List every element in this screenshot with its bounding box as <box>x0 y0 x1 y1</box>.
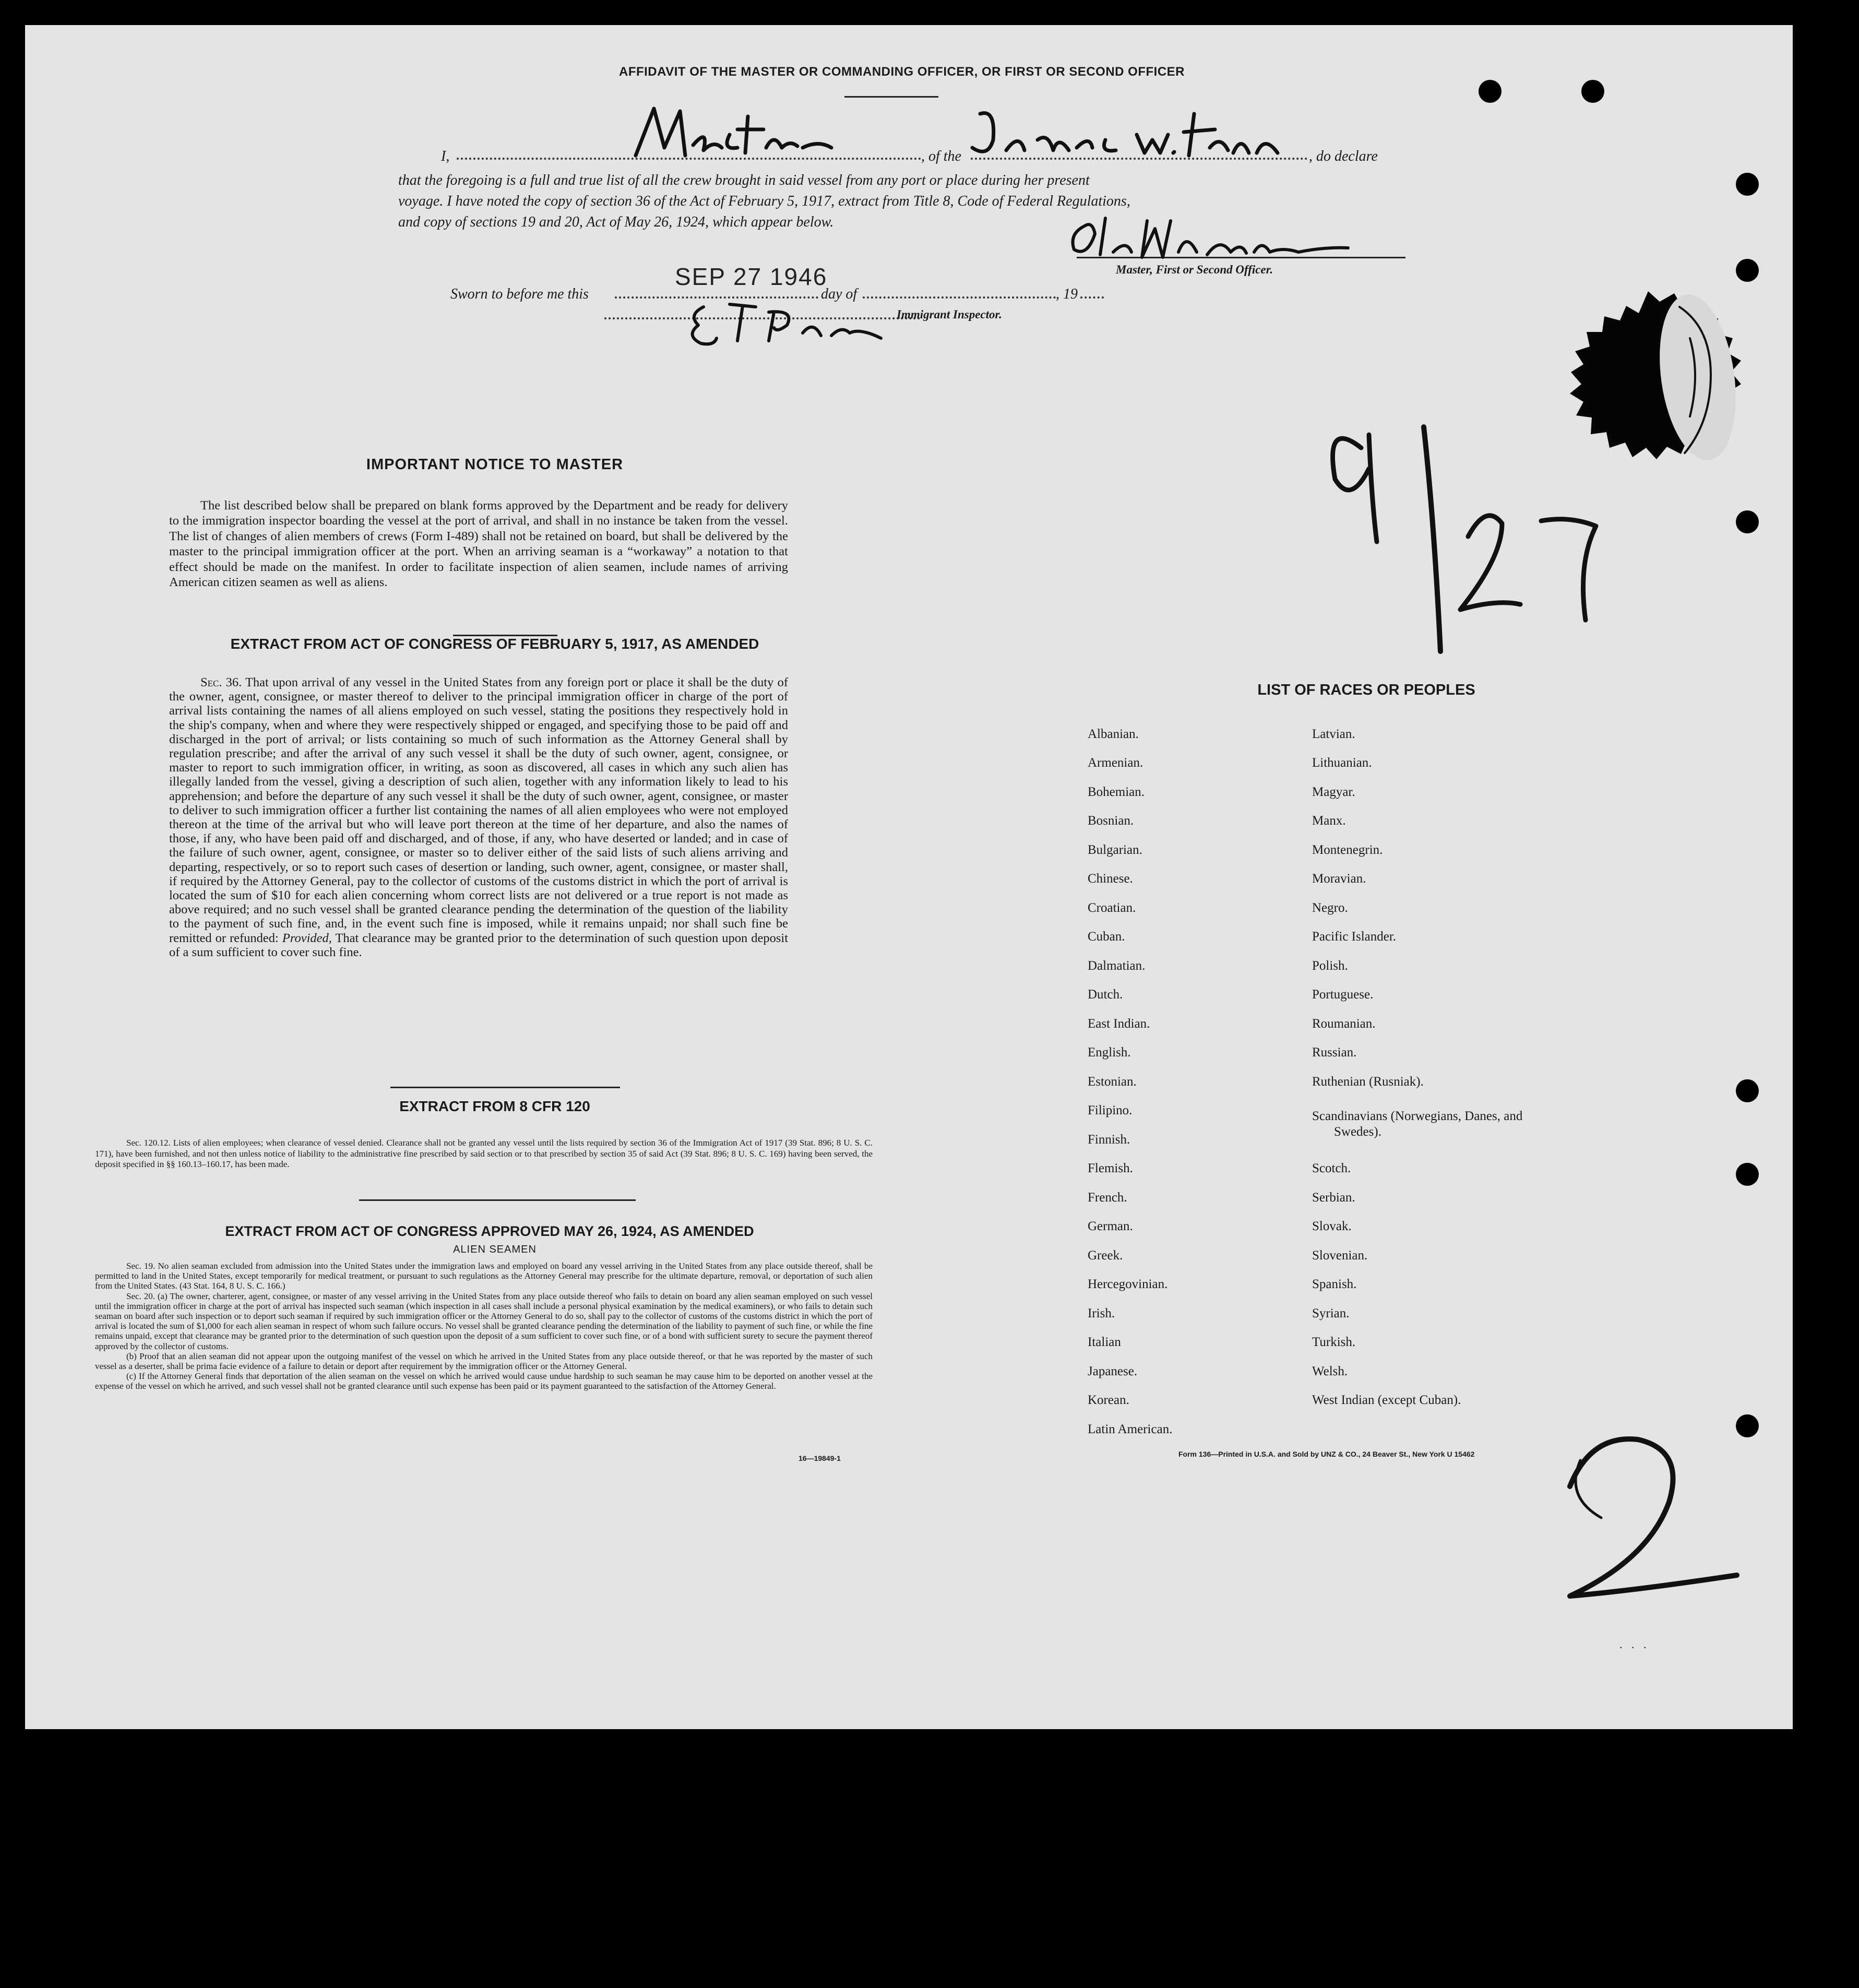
day-of-text: day of <box>821 286 857 302</box>
divider-2 <box>390 1087 620 1088</box>
extract-1924-title: EXTRACT FROM ACT OF CONGRESS APPROVED MAY 26, 1924, AS AMENDED <box>225 1223 754 1239</box>
race-item: Italian <box>1088 1335 1121 1349</box>
print-code: 16—19849-1 <box>799 1454 841 1462</box>
race-item: Syrian. <box>1312 1306 1350 1320</box>
form-printer-line: Form 136—Printed in U.S.A. and Sold by UNZ & CO., 24 Beaver St., New York U 15462 <box>1178 1450 1475 1458</box>
race-item: Japanese. <box>1088 1364 1138 1378</box>
affidavit-declare: , do declare <box>1309 148 1378 164</box>
sec-20a: Sec. 20. (a) The owner, charterer, agent, consignee, or master of any vessel arriving in the United States from any place outside thereof who fails to detain on board any alien seaman employed on such vessel until the immigration officer in charge at the port of arrival has inspected such seaman (which inspection in all cases shall include a personal physical examination by the medical examiners), or who fails to detain such seaman on board after such inspection or to deport such seaman if required by such immigration officer or the Attorney General to do so, shall pay to the collector of customs of the customs district in which the port of arrival is located the sum of $1,000 for each alien seaman in respect of whom such failure occurs. No vessel shall be granted clearance pending the determination of the liability to payment of such fine, or while the fine remains unpaid, except that clearance may be granted prior to the determination of such question upon the deposit of a sum sufficient to cover such fine, or of a bond with sufficient surety to secure the payment thereof approved by the collector of customs. <box>95 1291 873 1351</box>
handwritten-date-annotation <box>1304 390 1638 662</box>
race-item: Montenegrin. <box>1312 843 1383 857</box>
handwritten-inspector-signature <box>683 296 902 349</box>
race-item: Croatian. <box>1088 901 1136 915</box>
race-item: Moravian. <box>1312 872 1366 886</box>
race-item: Slovak. <box>1312 1219 1352 1233</box>
affidavit-title: AFFIDAVIT OF THE MASTER OR COMMANDING OFFICER, OR FIRST OR SECOND OFFICER <box>618 65 1185 79</box>
race-item: Korean. <box>1088 1393 1129 1407</box>
race-item: Dutch. <box>1088 987 1123 1002</box>
date-stamp: SEP 27 1946 <box>675 263 828 290</box>
sec-20b: (b) Proof that an alien seaman did not appear upon the outgoing manifest of the vessel on which he arrived in the United States from any place outside thereof, or that he was reported by the master of such vessel as a deserter, shall be prima facie evidence of a failure to detain or deport after requirement by the immigration officer or the Attorney General. <box>95 1351 873 1372</box>
race-item: Spanish. <box>1312 1277 1357 1291</box>
sec-36-tail: That clearance may be granted prior to the determination of such question upon deposit of a sum sufficient to cover such fine. <box>169 931 789 959</box>
race-item: Latvian. <box>1312 727 1355 741</box>
affidavit-line2: that the foregoing is a full and true list of all the crew brought in said vessel from any port or place during her present <box>398 172 1090 188</box>
race-item: Dalmatian. <box>1088 959 1146 973</box>
sec-36-text: That upon arrival of any vessel in the United States from any foreign port or place it shall be the duty of the owner, agent, consignee, or master thereof to deliver to the principal immigration officer in charge of the port of arrival lists containing the names of all aliens employed on such vessel, stating the positions they respectively hold in the ship's company, when and where they were respectively shipped or engaged, and specifying those to be paid off and discharged in the port of arrival; or lists containing so much of such information as the Attorney General shall by regulation prescribe; and after the arrival of any such vessel it shall be the duty of such owner, agent, consignee, or master to report to such immigration officer, in writing, as soon as discovered, all cases in which any such alien has illegally landed from the vessel, giving a description of such alien, together with any information likely to lead to his apprehension; and before the departure of any such vessel it shall be the duty of such owner, agent, consignee, or master to deliver to such immigration officer a further list containing the names of all alien employees who were not employed thereon at the time of the arrival but who will leave port thereon at the time of her departure, and also the names of those, if any, who have been paid off and discharged, and of those, if any, who have deserted or landed; and in case of the failure of such owner, agent, consignee, or master so to deliver either of the said lists of such aliens arriving and departing, respectively, or so to report such cases of desertion or landing, such owner, agent, consignee, or master shall, if required by the Attorney General, pay to the collector of customs of the customs district in which the port of arrival is located the sum of $10 for each alien concerning whom correct lists are not delivered or a true report is not made as above required; and no such vessel shall be granted clearance pending the determination of the question of the liability to the payment of such fine, and, in the event such fine is imposed, while it remains unpaid; nor shall such fine be remitted or refunded: <box>169 675 788 945</box>
race-item: Russian. <box>1312 1045 1357 1060</box>
race-item: Portuguese. <box>1312 987 1374 1002</box>
race-item: Scandinavians (Norwegians, Danes, and Swedes). <box>1312 1109 1523 1139</box>
race-item: Turkish. <box>1312 1335 1356 1349</box>
handwritten-page-number <box>1528 1424 1758 1622</box>
binder-hole-4 <box>1736 259 1759 282</box>
year-blank <box>1080 296 1104 299</box>
race-item: Slovenian. <box>1312 1248 1368 1263</box>
binder-hole-7 <box>1736 1163 1759 1186</box>
race-item: Finnish. <box>1088 1133 1130 1147</box>
race-item: Bohemian. <box>1088 785 1145 799</box>
race-item: Estonian. <box>1088 1075 1137 1089</box>
cfr-body: Sec. 120.12. Lists of alien employees; when clearance of vessel denied. Clearance shall not be granted any vessel until the lists required by section 36 of the Immigration Act of 1917 (39 Stat. 896; 8 U. S. C. 171), have been furnished, and not then unless notice of liability to the administrative fine prescribed by said section or to that prescribed by section 35 of said Act (39 Stat. 896; 8 U. S. C. 169) having been served, the deposit specified in §§ 160.13–160.17, has been made. <box>95 1138 873 1169</box>
divider-3 <box>359 1199 636 1201</box>
race-item: Serbian. <box>1312 1191 1355 1205</box>
race-item: Cuban. <box>1088 930 1125 944</box>
binder-hole-8 <box>1736 1414 1759 1437</box>
binder-hole-5 <box>1736 510 1759 533</box>
handwritten-master <box>625 98 844 171</box>
signer-caption: Master, First or Second Officer. <box>1116 263 1273 276</box>
race-item: Filipino. <box>1088 1103 1133 1117</box>
race-item: Bosnian. <box>1088 814 1134 828</box>
trailing-dots: . . . <box>1619 1638 1650 1651</box>
notice-body: The list described below shall be prepared on blank forms approved by the Department and be ready for delivery to the immigration inspector boarding the vessel at the port of arrival, and shall in no instance be taken from the vessel. The list of changes of alien members of crews (Form I-489) shall not be retained on board, but shall be delivered by the master to the principal immigration officer at the port. When an arriving seaman is a “workaway” a notation to that effect should be made on the manifest. In order to facilitate inspection of alien seamen, include names of arriving American citizen seamen as well as aliens. <box>169 498 788 590</box>
extract-1924-body <box>95 1261 873 1391</box>
race-item: Chinese. <box>1088 872 1133 886</box>
inspector-caption: Immigrant Inspector. <box>897 308 1002 321</box>
race-item: Ruthenian (Rusniak). <box>1312 1075 1424 1089</box>
extract-1917-body <box>169 675 788 959</box>
race-item: English. <box>1088 1045 1131 1060</box>
race-item: Negro. <box>1312 901 1348 915</box>
binder-hole-2 <box>1581 80 1604 103</box>
race-item: Armenian. <box>1088 756 1143 770</box>
sec-19: Sec. 19. No alien seaman excluded from admission into the United States under the immigration laws and employed on board any vessel arriving in the United States from any place outside thereof, shall be permitted to land in the United States, except temporarily for medical treatment, or pursuant to such regulations as the Attorney General may prescribe for the ultimate departure, removal, or deportation of such alien from the United States. (43 Stat. 164, 8 U. S. C. 166.) <box>95 1261 873 1291</box>
sec-36-label: Sec. 36. <box>200 675 242 689</box>
race-item: Bulgarian. <box>1088 843 1142 857</box>
affidavit-i: I, <box>441 148 450 164</box>
title-divider <box>844 96 938 98</box>
binder-hole-3 <box>1736 173 1759 196</box>
notice-title: IMPORTANT NOTICE TO MASTER <box>366 456 624 473</box>
document-page <box>25 25 1793 1729</box>
binder-hole-1 <box>1479 80 1502 103</box>
cfr-title: EXTRACT FROM 8 CFR 120 <box>399 1098 590 1114</box>
race-item: West Indian (except Cuban). <box>1312 1393 1461 1407</box>
race-item: Latin American. <box>1088 1422 1173 1436</box>
race-item: East Indian. <box>1088 1017 1150 1031</box>
binder-hole-6 <box>1736 1079 1759 1102</box>
race-item: Irish. <box>1088 1306 1115 1320</box>
race-item: Magyar. <box>1312 785 1355 799</box>
race-item: Albanian. <box>1088 727 1139 741</box>
race-item: Manx. <box>1312 814 1346 828</box>
sworn-text: Sworn to before me this <box>450 286 589 302</box>
race-item: Flemish. <box>1088 1161 1133 1175</box>
race-item: Welsh. <box>1312 1364 1348 1378</box>
races-title: LIST OF RACES OR PEOPLES <box>1257 682 1475 698</box>
race-item: French. <box>1088 1191 1127 1205</box>
race-item: Greek. <box>1088 1248 1123 1263</box>
race-item: Pacific Islander. <box>1312 930 1397 944</box>
extract-1917-title: EXTRACT FROM ACT OF CONGRESS OF FEBRUARY 5, 1917, AS AMENDED <box>230 636 759 652</box>
handwritten-vessel-name <box>964 103 1288 166</box>
year-prefix: , 19 <box>1056 286 1078 302</box>
affidavit-line4: and copy of sections 19 and 20, Act of May 26, 1924, which appear below. <box>398 214 834 230</box>
race-item: Polish. <box>1312 959 1348 973</box>
affidavit-of-the: , of the <box>921 148 961 164</box>
provided-word: Provided, <box>282 931 332 945</box>
race-item: Lithuanian. <box>1312 756 1372 770</box>
race-item: Roumanian. <box>1312 1017 1376 1031</box>
sec-20c: (c) If the Attorney General finds that deportation of the alien seaman on the vessel on which he arrived would cause undue hardship to such seaman he may cause him to be deported on another vessel at the expense of the vessel on which he arrived, and such vessel shall not be granted clearance until such expense has been paid or its payment guaranteed to the satisfaction of the Attorney General. <box>95 1371 873 1391</box>
affidavit-line3: voyage. I have noted the copy of section 36 of the Act of February 5, 1917, extract from Title 8, Code of Federal Regulations, <box>398 193 1130 209</box>
race-item: Hercegovinian. <box>1088 1277 1168 1291</box>
race-item: Scotch. <box>1312 1161 1351 1175</box>
extract-1924-subtitle: ALIEN SEAMEN <box>453 1244 537 1255</box>
race-item: German. <box>1088 1219 1133 1233</box>
handwritten-signature <box>1064 210 1356 263</box>
